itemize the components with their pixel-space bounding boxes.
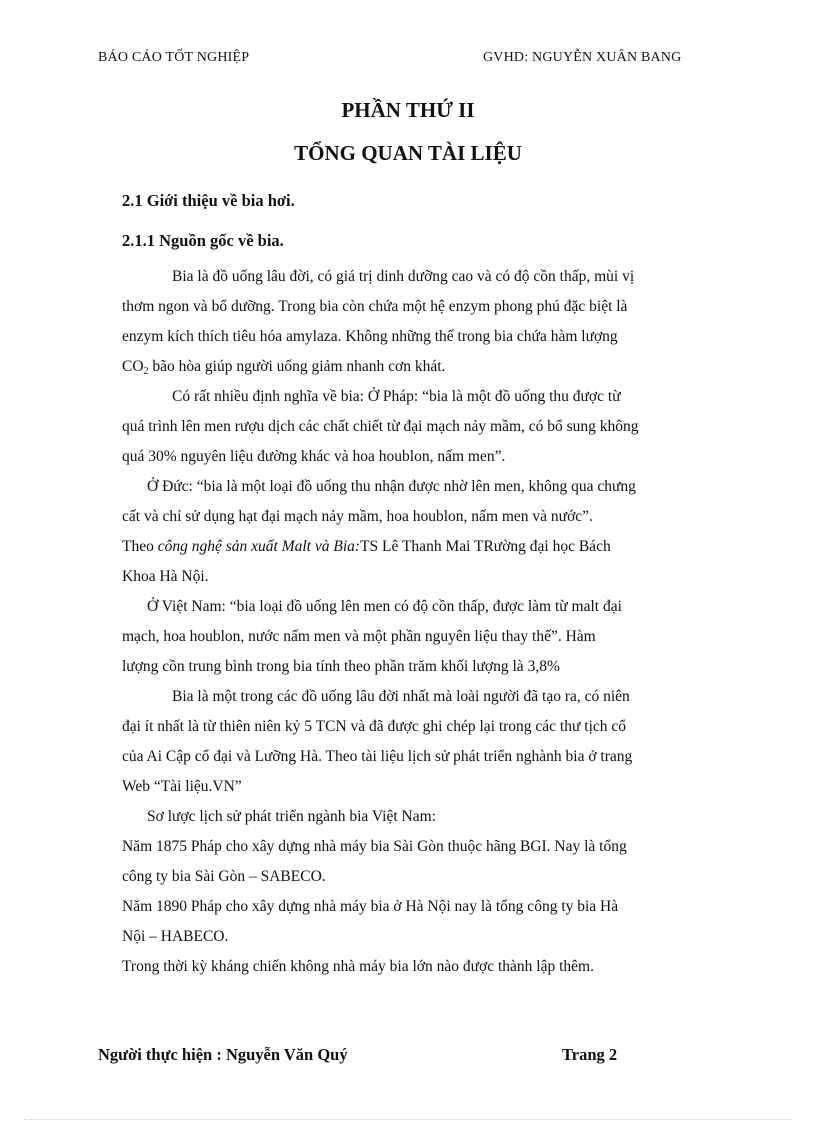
paragraph-line: đại ít nhất là từ thiên niên kỷ 5 TCN và đã được ghi chép lại trong các thư tịch cổ (122, 718, 627, 735)
footer-author: Người thực hiện : Nguyễn Văn Quý (98, 1045, 348, 1064)
footer-page-number: Trang 2 (562, 1045, 618, 1064)
citation-book-title: công nghệ sản xuất Malt và Bia: (157, 538, 361, 555)
section-heading-2-1: 2.1 Giới thiệu về bia hơi. (122, 191, 295, 210)
paragraph-line: Bia là một trong các đồ uống lâu đời nhất mà loài người đã tạo ra, có niên (172, 688, 630, 705)
paragraph-line: Sơ lược lịch sử phát triển ngành bia Việt Nam: (147, 808, 436, 825)
running-header-left: BÁO CÁO TỐT NGHIỆP (98, 50, 250, 65)
section-heading-2-1-1: 2.1.1 Nguồn gốc về bia. (122, 231, 284, 250)
paragraph-line: Khoa Hà Nội. (122, 568, 209, 585)
citation-author: TS Lê Thanh Mai TRường đại học Bách (360, 538, 611, 555)
chapter-title: TỔNG QUAN TÀI LIỆU (294, 141, 522, 165)
page-bottom-divider (24, 1119, 792, 1120)
paragraph-line: Ở Đức: “bia là một loại đồ uống thu nhận được nhờ lên men, không qua chưng (147, 478, 636, 495)
paragraph-line: Năm 1875 Pháp cho xây dựng nhà máy bia Sài Gòn thuộc hãng BGI. Nay là tổng (122, 838, 627, 855)
paragraph-line: quá 30% nguyên liệu đường khác và hoa houblon, nấm men”. (122, 448, 506, 465)
running-header-right: GVHD: NGUYỄN XUÂN BANG (483, 50, 682, 65)
paragraph-line: Năm 1890 Pháp cho xây dựng nhà máy bia ở Hà Nội nay là tổng công ty bia Hà (122, 898, 619, 915)
part-title: PHẦN THỨ II (341, 98, 475, 122)
co2-text: CO (122, 358, 144, 375)
paragraph-line: thơm ngon và bổ dưỡng. Trong bia còn chứa một hệ enzym phong phú đặc biệt là (122, 298, 628, 315)
paragraph-line: Ở Việt Nam: “bia loại đồ uống lên men có độ cồn thấp, được làm từ malt đại (147, 598, 622, 615)
paragraph-line: cất và chỉ sử dụng hạt đại mạch nảy mầm, hoa houblon, nấm men và nước”. (122, 508, 593, 525)
paragraph-line: quá trình lên men rượu dịch các chất chiết từ đại mạch nảy mầm, có bổ sung không (122, 418, 639, 435)
paragraph-line: Có rất nhiều định nghĩa về bia: Ở Pháp: “bia là một đồ uống thu được từ (172, 388, 621, 405)
co2-subscript: 2 (143, 366, 149, 377)
citation-prefix: Theo (122, 538, 158, 555)
co2-rest: bão hòa giúp người uống giảm nhanh cơn khát. (148, 358, 446, 375)
paragraph-line: của Ai Cập cổ đại và Lưỡng Hà. Theo tài liệu lịch sử phát triển nghành bia ở trang (122, 748, 633, 765)
paragraph-line: Bia là đồ uống lâu đời, có giá trị dinh dưỡng cao và có độ cồn thấp, mùi vị (172, 268, 635, 285)
paragraph-line: công ty bia Sài Gòn – SABECO. (122, 868, 326, 885)
paragraph-line: mạch, hoa houblon, nước nấm men và một phần nguyên liệu thay thế”. Hàm (122, 628, 596, 645)
paragraph-line: lượng cồn trung bình trong bia tính theo phần trăm khối lượng là 3,8% (122, 658, 560, 675)
paragraph-line-co2 (122, 358, 445, 377)
paragraph-line: enzym kích thích tiêu hóa amylaza. Không những thế trong bia chứa hàm lượng (122, 328, 618, 345)
paragraph-line: Nội – HABECO. (122, 928, 229, 945)
paragraph-line: Trong thời kỳ kháng chiến không nhà máy bia lớn nào được thành lập thêm. (122, 958, 594, 975)
paragraph-line: Web “Tài liệu.VN” (122, 778, 242, 795)
paragraph-line-citation (122, 538, 611, 556)
